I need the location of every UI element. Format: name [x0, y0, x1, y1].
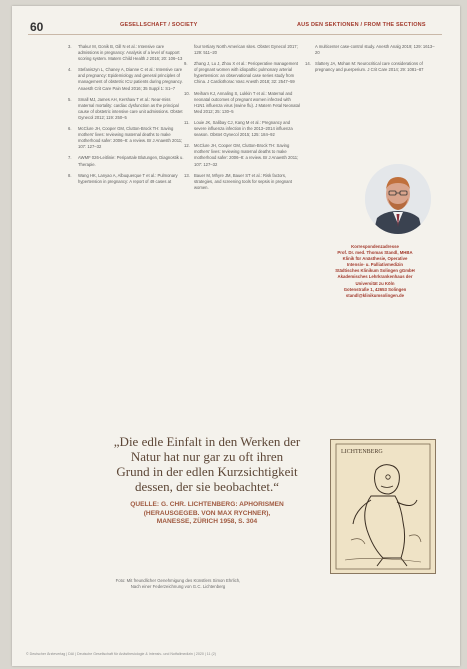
image-caption: [78, 578, 278, 590]
reference-text: McClure JH, Cooper GM, Clutton-Brock TH: Saving mothers’ lives: reviewing maternal deaths to make motherhood safer: 2006–8: a review. Br J Anaesth 2011; 107: 127–32: [194, 143, 299, 167]
source-line: (HERAUSGEGEB. VON MAX RYCHNER),: [143, 509, 271, 517]
references-column-1: [68, 44, 184, 190]
reference-number: 7.: [68, 155, 72, 161]
reference-text: Meiham KJ, Annaling S, Lukkin T et al.: Maternal and neonatal outcomes of pregnant women infected with H1N1 influenza virus (swine flu). J Matern Fetal Neonatal Med 2012; 25: 130–5: [194, 90, 300, 114]
reference-item: [68, 155, 184, 167]
reference-number: 5.: [68, 96, 72, 102]
reference-item: [305, 44, 435, 56]
correspondence-address: [308, 244, 442, 299]
caption-line: Nach einer Federzeichnung von G.C. Lichtenberg: [130, 584, 226, 589]
address-line: Städtisches Klinikum Solingen gGmbH: [335, 268, 415, 274]
reference-text: Bauer M, Mhyre JM, Bauer ST et al.: Risk factors, strategies, and screening tools for sepsis in pregnant women.: [194, 172, 292, 190]
reference-item: [184, 44, 300, 56]
address-line: Intensiv- u. Palliativmedizin: [346, 262, 404, 268]
quote-text: [88, 434, 326, 494]
reference-number: 10.: [184, 90, 190, 96]
reference-text: A multicenter case-control study. Anesth Analg 2019; 129: 1613–20: [315, 44, 435, 56]
source-line: MANESSE, ZÜRICH 1958, S. 304: [156, 518, 258, 525]
reference-number: 3.: [68, 44, 72, 49]
header-divider: [28, 34, 442, 35]
references-column-2: [184, 44, 300, 196]
reference-item: [184, 173, 300, 191]
reference-text: four tertiary North American sites. Obstet Gynecol 2017; 129: 511–20: [194, 44, 298, 56]
references-column-3: [305, 44, 435, 78]
reference-item: [184, 91, 300, 115]
correspondence-title: Korrespondenzadresse: [351, 244, 399, 249]
address-line: Gotenstraße 1, 42653 Solingen: [343, 286, 407, 292]
source-line: QUELLE: G. CHR. LICHTENBERG: APHORISMEN: [130, 501, 284, 508]
quote-line: dessen, der sie beobachtet.“: [134, 479, 280, 494]
reference-item: [184, 120, 300, 138]
quote-line: Natur hat nur gar zu oft ihren: [130, 449, 284, 464]
page-footer: © Deutscher Ärzteverlag | DAI | Deutsche Gesellschaft für Anästhesiologie & Intensiv- und Notfallmedizin | 2020 | 11 (2): [26, 652, 216, 656]
section-title-left: GESELLSCHAFT / SOCIETY: [120, 22, 198, 28]
reference-item: [184, 143, 300, 167]
reference-number: 8.: [68, 172, 72, 178]
reference-item: [68, 44, 184, 62]
quote-block: [88, 434, 326, 527]
address-line: Universität zu Köln: [355, 280, 395, 286]
reference-item: [184, 61, 300, 85]
address-line: Akademisches Lehrkrankenhaus der: [337, 274, 413, 280]
reference-text: Louie JK, Salibay CJ, Kang M et al.: Pregnancy and severe influenza infection in the 2013–2014 influenza season. Obstet Gynecol 2015; 125: 184–92: [194, 119, 293, 138]
reference-text: McClure JH, Cooper GM, Clutton-Brock TH: Saving mothers’ lives: reviewing maternal deaths to make motherhood safer: 2006–8: a review. Br J Anaesth 2011; 107: 127–32: [78, 126, 183, 150]
reference-item: [68, 126, 184, 150]
reference-number: 11.: [184, 119, 190, 125]
quote-line: Grund in der edlen Kurzsichtigkeit: [116, 464, 298, 479]
journal-page: [12, 6, 460, 666]
section-title-right: AUS DEN SEKTIONEN / FROM THE SECTIONS: [297, 22, 426, 28]
author-portrait: [365, 164, 431, 234]
reference-number: 14.: [305, 61, 311, 67]
reference-number: 9.: [184, 61, 188, 67]
reference-text: Zhang J, Lu J, Zhou X et al.: Perioperative management of pregnant women with idiopathic pulmonary arterial hypertension: an observational case series study from China. J Cardiothorac Vasc Anesth 2018; 32: 2547–59: [194, 61, 299, 85]
cartoon-drawing: [331, 440, 435, 573]
page-header: [12, 6, 460, 34]
reference-number: 6.: [68, 126, 72, 132]
cartoon-label: LICHTENBERG: [341, 449, 383, 455]
address-line: Klinik für Anästhesie, Operative: [342, 256, 408, 262]
author-portrait-illustration: [365, 164, 431, 234]
lichtenberg-cartoon: [330, 439, 436, 574]
email-address: standl@klinikumsolingen.de: [345, 292, 405, 298]
reference-item: [68, 67, 184, 91]
caption-line: Foto: Mit freundlicher Genehmigung des Künstlers Simon Ehrlich,: [115, 578, 241, 583]
reference-item: [68, 97, 184, 121]
reference-number: 4.: [68, 67, 72, 73]
reference-text: Small MJ, James AH, Kershaw T et al.: Near-miss maternal mortality: cardiac dysfunction as the principal cause of obstetric intensive care unit admissions. Obstet Gynecol 2012; 119: 250–5: [78, 96, 183, 120]
author-name: Prof. Dr. med. Thomas Standl, MHBA: [337, 250, 413, 256]
reference-text: Slattery JA, Mohan M: Neurocritical care considerations of pregnancy and puerperium. J Crit Care 2014; 29: 1081–87: [315, 61, 424, 73]
reference-text: Thakur M, Gonik B, Gill N et al.: Intensive care admissions in pregnancy: Analysis of a level of support scoring system. Matern Child Health J 2016; 20: 106–13: [78, 44, 183, 62]
reference-text: Wang HK, Lanyao A, Albuquerque T et al.: Pulmonary hypertension in pregnancy: A report of 49 cases at: [78, 172, 178, 184]
reference-item: [305, 61, 435, 73]
reference-text: AWMF 026-Leitlinie: Peripartale Blutungen, Diagnostik u. Therapie.: [78, 155, 184, 167]
quote-line: „Die edle Einfalt in den Werken der: [113, 434, 301, 449]
reference-text: Stefaniszyn L, Chaney A, Dianne C et al.: Intensive care and pregnancy: Epidemiology and general principles of management of obstetric ICU patients during pregnancy. Anaesth Crit Care Pain Med 2016; 35 Suppl 1: S1–7: [78, 67, 183, 91]
reference-number: 13.: [184, 172, 190, 178]
page-number: 60: [30, 20, 44, 34]
reference-item: [68, 173, 184, 185]
quote-source: [88, 501, 326, 527]
reference-number: 12.: [184, 143, 190, 149]
